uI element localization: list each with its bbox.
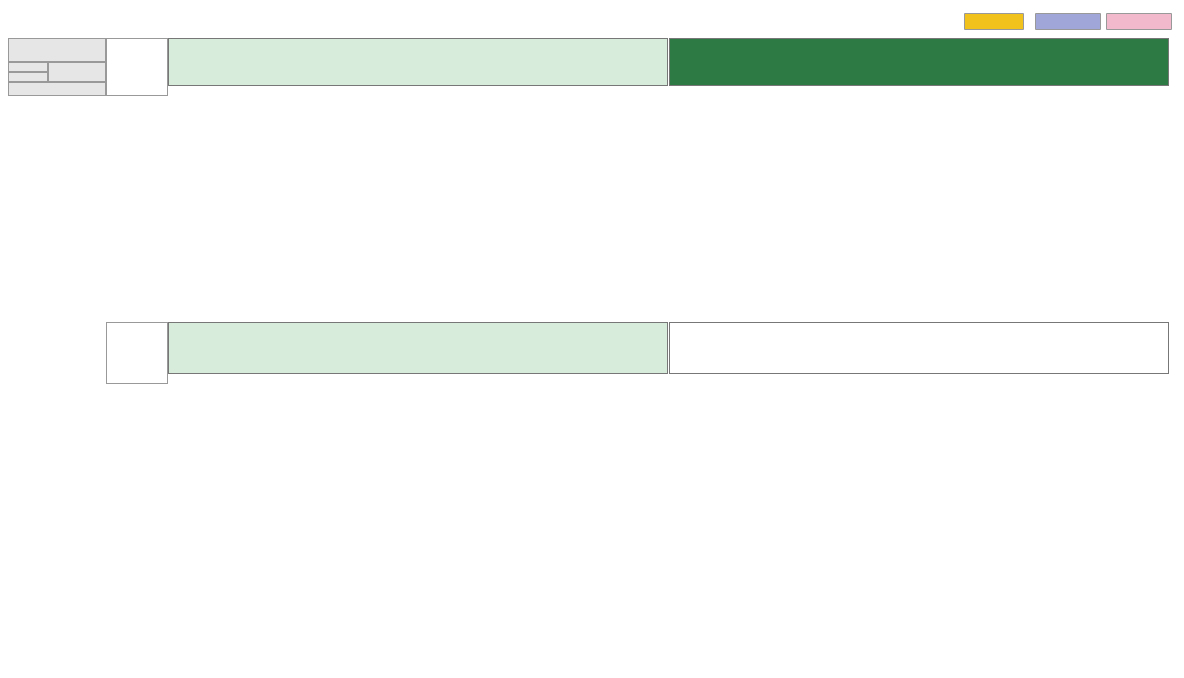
size-header (106, 38, 168, 96)
disc-color-label (8, 38, 106, 62)
special-pcd-badge[interactable] (1106, 13, 1172, 30)
black-label (8, 82, 106, 96)
big-caliper-r-section-header (669, 322, 1169, 374)
size-header-bottom (106, 322, 168, 384)
semi-order-color-badge[interactable] (1035, 13, 1101, 30)
white-label (8, 62, 48, 72)
big-caliper-l-section-header (168, 322, 668, 374)
page-header (8, 12, 21, 32)
rim-arrange-badge[interactable] (964, 13, 1024, 30)
standard-section-header (168, 38, 668, 86)
deep-rim-section-header (669, 38, 1169, 86)
silver-label (8, 72, 48, 82)
buff-finish-label (48, 62, 106, 82)
